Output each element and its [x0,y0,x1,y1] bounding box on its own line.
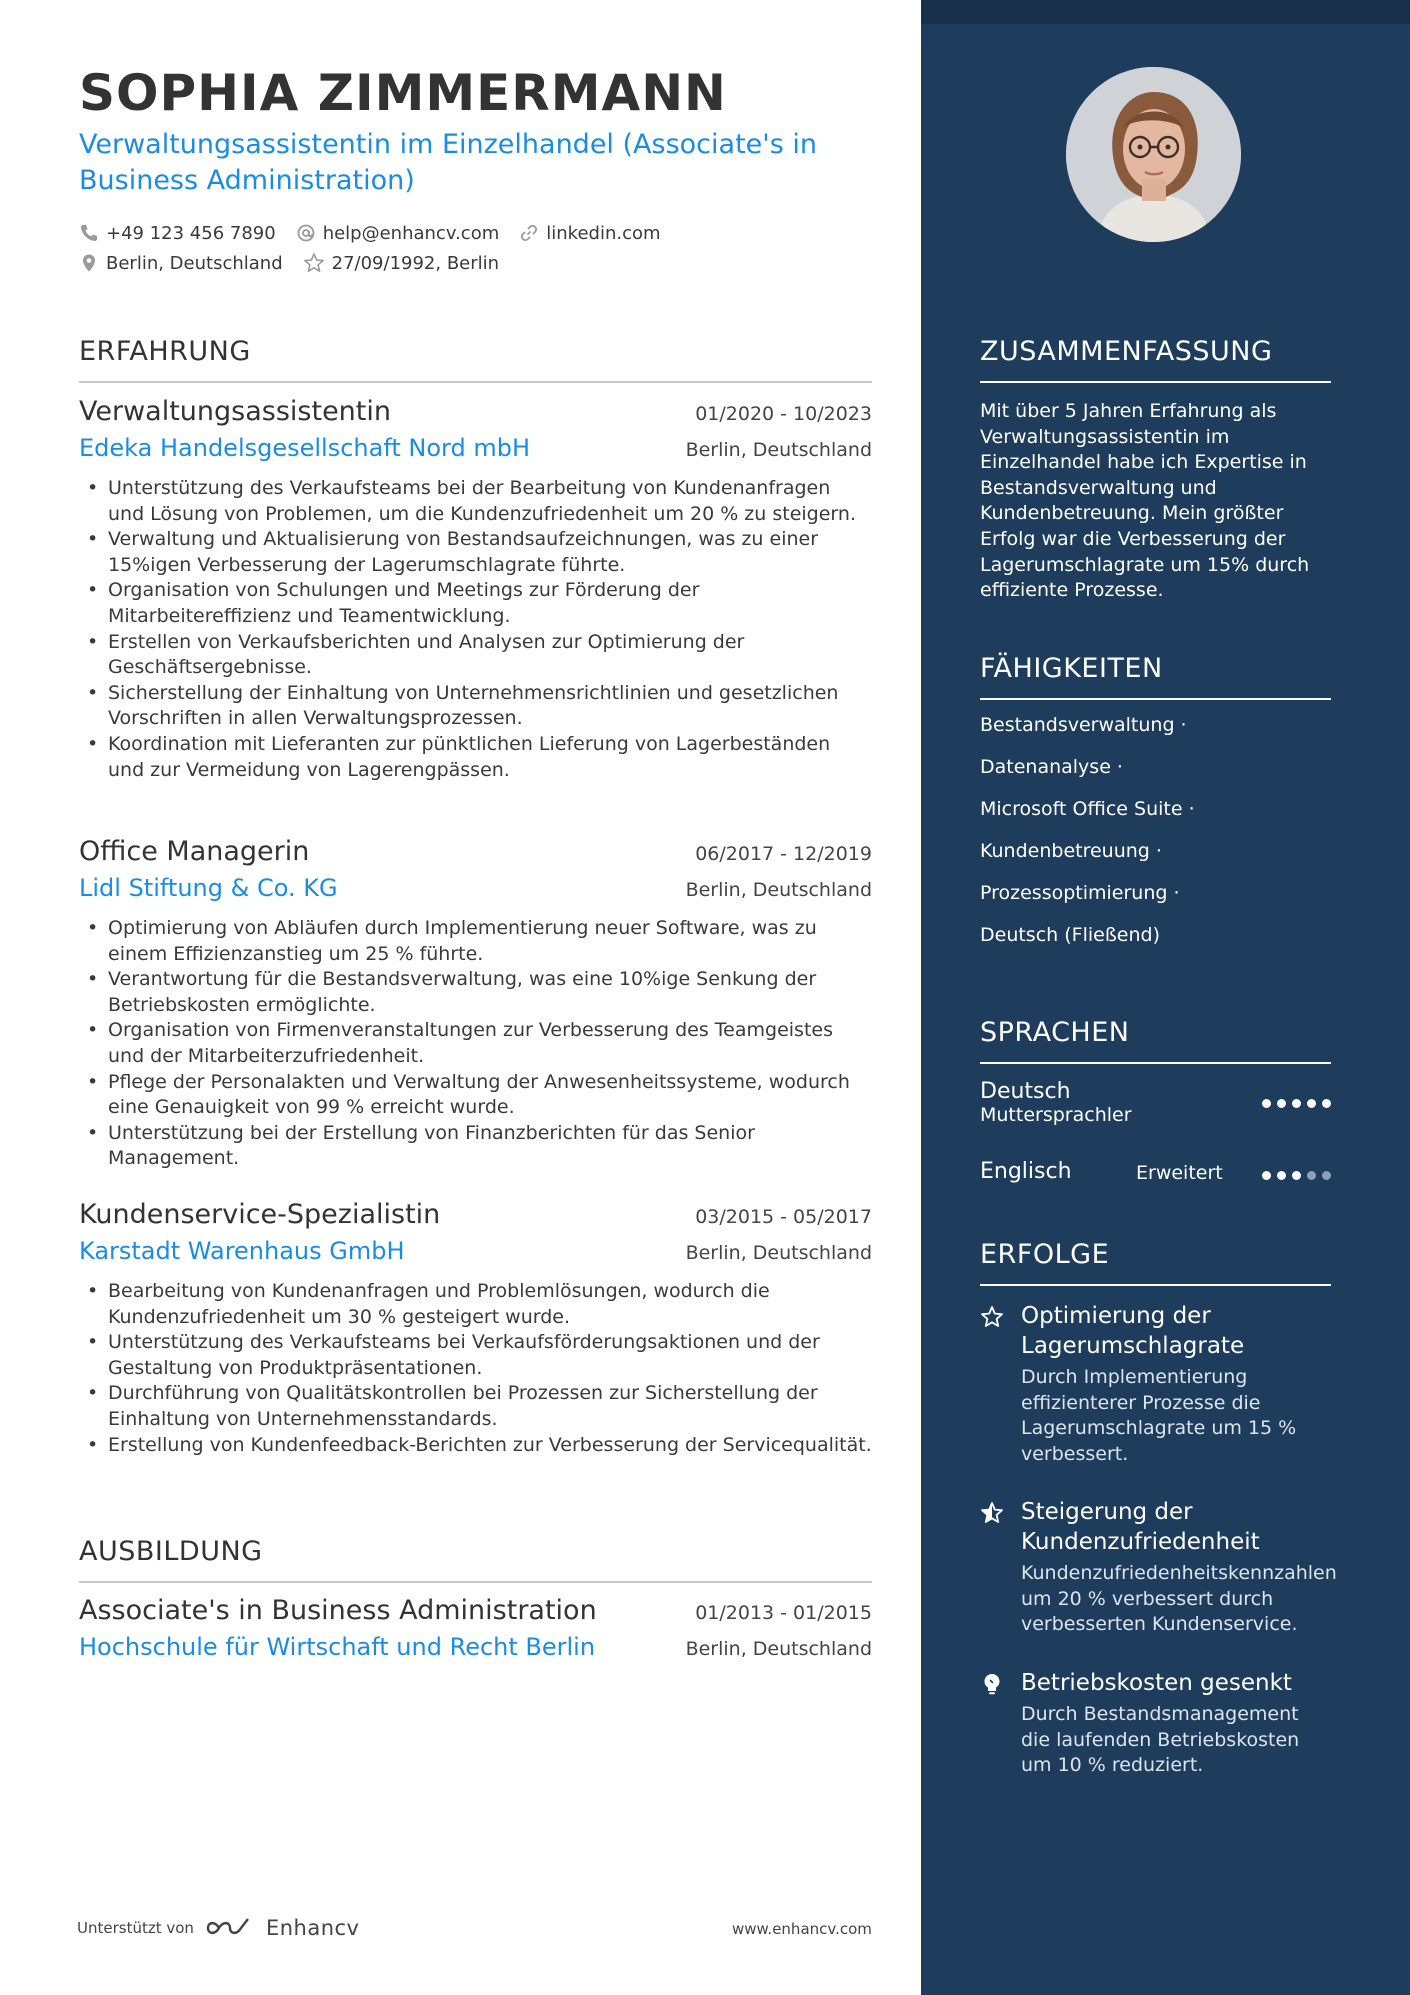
job-bullet: • Verantwortung für die Bestandsverwaltung, was eine 10%ige Senkung der Betriebskosten ermöglichte. [79,967,872,1018]
contact-website[interactable] [519,223,660,244]
language-level: Erweitert [1136,1162,1223,1184]
education-dates: 01/2013 - 01/2015 [695,1602,872,1624]
footer-website[interactable]: www.enhancv.com [732,1920,872,1938]
job-bullet: • Pflege der Personalakten und Verwaltung der Anwesenheitssysteme, wodurch eine Genauigkeit von 99 % erreicht wurde. [79,1070,872,1121]
job-bullet: • Organisation von Firmenveranstaltungen zur Verbesserung des Teamgeistes und der Mitarbeiterzufriedenheit. [79,1018,872,1069]
experience-divider [79,381,872,383]
achievement-item [980,1668,1331,1779]
achievements-divider [980,1284,1331,1286]
school: Hochschule für Wirtschaft und Recht Berlin [79,1633,596,1661]
job-location: Berlin, Deutschland [685,439,872,461]
job-title: Verwaltungsassistentin [79,396,391,427]
link-icon [519,223,539,243]
job-dates: 03/2015 - 05/2017 [695,1206,872,1228]
languages-title: SPRACHEN [980,1017,1130,1048]
location-text: Berlin, Deutschland [106,252,283,274]
language-level: Muttersprachler [980,1104,1132,1126]
rating-dot-empty [1307,1171,1316,1180]
rating-dot-filled [1277,1171,1286,1180]
language-rating [1256,1171,1331,1180]
achievement-item [980,1497,1337,1638]
achievement-title: Betriebskosten gesenkt [1021,1670,1292,1696]
job-dates: 01/2020 - 10/2023 [695,403,872,425]
profile-photo [1066,67,1241,242]
job-bullet: • Unterstützung bei der Erstellung von Finanzberichten für das Senior Management. [79,1121,872,1172]
powered-by[interactable] [77,1916,359,1940]
sidebar-top-bar [921,0,1410,24]
achievement-title: Steigerung der Kundenzufriedenheit [1021,1499,1260,1555]
language-name: Englisch [980,1159,1072,1184]
phone-icon [79,223,99,243]
skills-title: FÄHIGKEITEN [980,653,1163,684]
job-bullet: • Organisation von Schulungen und Meetings zur Förderung der Mitarbeitereffizienz und Teamentwicklung. [79,578,872,629]
skill-item: Kundenbetreuung · [980,840,1162,862]
job-bullet: • Unterstützung des Verkaufsteams bei der Bearbeitung von Kundenanfragen und Lösung von Problemen, um die Kundenzufriedenheit um 20 % zu steigern. [79,476,872,527]
phone-text: +49 123 456 7890 [106,222,276,244]
skill-item: Prozessoptimierung · [980,882,1180,904]
skill-item: Datenanalyse · [980,756,1123,778]
achievement-title: Optimierung der Lagerumschlagrate [1021,1303,1245,1359]
star-half-icon [980,1501,1004,1525]
language-item [980,1159,1331,1195]
achievement-desc: Durch Bestandsmanagement die laufenden Betriebskosten um 10 % reduziert. [1021,1703,1300,1777]
job-bullet: • Bearbeitung von Kundenanfragen und Problemlösungen, wodurch die Kundenzufriedenheit um 30 % gesteigert wurde. [79,1279,872,1330]
birth-text: 27/09/1992, Berlin [331,252,500,274]
achievement-desc: Durch Implementierung effizienterer Prozesse die Lagerumschlagrate um 15 % verbessert. [1021,1366,1297,1465]
location-pin-icon [79,253,99,273]
job-entry [79,836,872,1172]
email-text: help@enhancv.com [322,222,500,244]
job-location: Berlin, Deutschland [685,879,872,901]
languages-divider [980,1062,1331,1064]
job-title: Office Managerin [79,836,310,867]
language-item [980,1079,1331,1135]
brand-name: Enhancv [265,1916,360,1940]
skill-item: Bestandsverwaltung · [980,714,1187,736]
job-bullet: • Erstellen von Verkaufsberichten und Analysen zur Optimierung der Geschäftsergebnisse. [79,630,872,681]
degree: Associate's in Business Administration [79,1595,597,1626]
headline: Verwaltungsassistentin im Einzelhandel (Associate's in Business Administration) [79,129,817,196]
experience-title: ERFAHRUNG [79,336,251,367]
job-bullet: • Durchführung von Qualitätskontrollen bei Prozessen zur Sicherstellung der Einhaltung von Unternehmensstandards. [79,1381,872,1432]
job-bullet: • Optimierung von Abläufen durch Implementierung neuer Software, was zu einem Effizienzanstieg um 25 % führte. [79,916,872,967]
skills-list [980,714,1195,966]
contact-location [79,253,283,274]
skills-divider [980,698,1331,700]
star-icon [303,252,325,274]
job-bullet: • Erstellung von Kundenfeedback-Berichten zur Verbesserung der Servicequalität. [79,1433,872,1459]
job-bullet: • Koordination mit Lieferanten zur pünktlichen Lieferung von Lagerbeständen und zur Vermeidung von Lagerengpässen. [79,732,872,783]
website-text: linkedin.com [546,222,661,244]
contact-phone[interactable] [79,223,276,244]
enhancv-logo-icon [206,1916,254,1940]
job-location: Berlin, Deutschland [685,1242,872,1264]
rating-dot-empty [1322,1171,1331,1180]
job-entry [79,1199,872,1458]
lightbulb-icon [980,1672,1004,1696]
rating-dot-filled [1307,1099,1316,1108]
achievement-desc: Kundenzufriedenheitskennzahlen um 20 % verbessert durch verbesserten Kundenservice. [1021,1562,1337,1636]
skill-item: Deutsch (Fließend) [980,924,1160,946]
achievements-title: ERFOLGE [980,1239,1110,1270]
skill-item: Microsoft Office Suite · [980,798,1195,820]
job-dates: 06/2017 - 12/2019 [695,843,872,865]
job-title: Kundenservice-Spezialistin [79,1199,441,1230]
avatar-illustration [1066,67,1241,242]
job-bullet: • Unterstützung des Verkaufsteams bei Verkaufsförderungsaktionen und der Gestaltung von Produktpräsentationen. [79,1330,872,1381]
achievement-item [980,1301,1331,1467]
job-entry [79,396,872,783]
education-divider [79,1581,872,1583]
job-bullet: • Verwaltung und Aktualisierung von Bestandsaufzeichnungen, was zu einer 15%igen Verbesserung der Lagerumschlagrate führte. [79,527,872,578]
rating-dot-filled [1262,1099,1271,1108]
rating-dot-filled [1322,1099,1331,1108]
contact-info [79,218,681,278]
summary-title: ZUSAMMENFASSUNG [980,336,1273,367]
star-outline-icon [980,1305,1004,1329]
education-title: AUSBILDUNG [79,1536,263,1567]
candidate-name: SOPHIA ZIMMERMANN [79,64,727,122]
contact-birth [303,252,499,274]
job-bullet: • Sicherstellung der Einhaltung von Unternehmensrichtlinien und gesetzlichen Vorschriften in allen Verwaltungsprozessen. [79,681,872,732]
job-bullets [79,1279,872,1458]
powered-by-text: Unterstützt von [77,1919,194,1937]
at-icon [296,223,316,243]
rating-dot-filled [1277,1099,1286,1108]
summary-divider [980,381,1331,383]
contact-email[interactable] [296,223,500,244]
summary-text: Mit über 5 Jahren Erfahrung als Verwaltungsassistentin im Einzelhandel habe ich Expertise in Bestandsverwaltung und Kundenbetreuung. Mein größter Erfolg war die Verbesserung der Lagerumschlagrate um 15% durch effiziente Prozesse. [980,400,1310,602]
job-bullets [79,916,872,1172]
job-company: Edeka Handelsgesellschaft Nord mbH [79,434,531,462]
language-rating [1256,1099,1331,1108]
rating-dot-filled [1262,1171,1271,1180]
job-bullets [79,476,872,783]
rating-dot-filled [1292,1099,1301,1108]
education-location: Berlin, Deutschland [685,1638,872,1660]
education-entry [79,1595,872,1671]
job-company: Lidl Stiftung & Co. KG [79,874,338,902]
job-company: Karstadt Warenhaus GmbH [79,1237,405,1265]
rating-dot-filled [1292,1171,1301,1180]
language-name: Deutsch [980,1079,1071,1104]
